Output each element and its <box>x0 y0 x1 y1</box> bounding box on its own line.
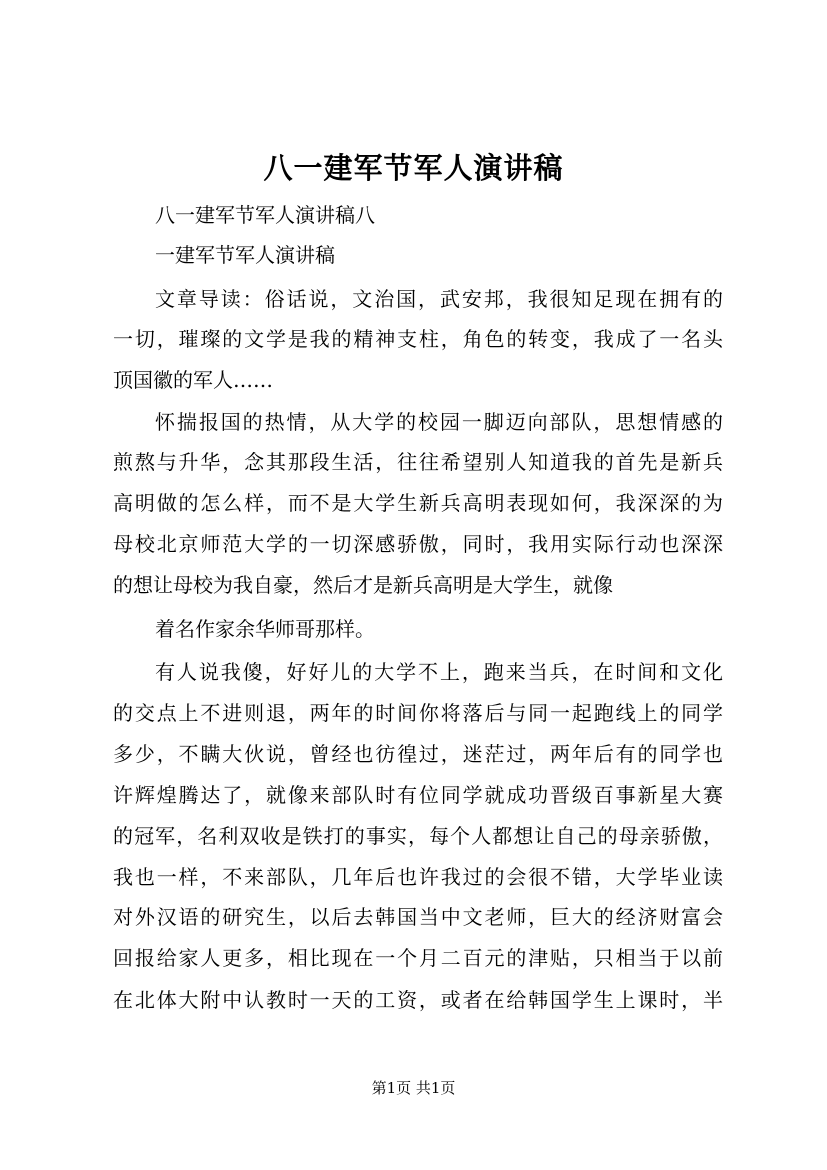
page-number-footer: 第1页 共1页 <box>371 1079 456 1097</box>
body-line: 的想让母校为我自豪，然后才是新兵高明是大学生，就像 <box>113 573 613 597</box>
body-line: 文章导读：俗话说，文治国，武安邦，我很知足现在拥有的 <box>155 287 723 311</box>
body-line: 的冠军，名利双收是铁打的事实，每个人都想让自己的母亲骄傲， <box>113 824 723 848</box>
body-line: 多少，不瞒大伙说，曾经也彷徨过，迷茫过，两年后有的同学也 <box>113 742 723 766</box>
body-line: 在北体大附中认教时一天的工资，或者在给韩国学生上课时，半 <box>113 988 723 1012</box>
body-line: 有人说我傻，好好儿的大学不上，跑来当兵，在时间和文化 <box>155 660 723 684</box>
body-line: 怀揣报国的热情，从大学的校园一脚迈向部队，思想情感的 <box>155 410 723 434</box>
body-line: 我也一样，不来部队，几年后也许我过的会很不错，大学毕业读 <box>113 865 723 889</box>
body-line: 八一建军节军人演讲稿八 <box>155 203 375 227</box>
body-line: 许辉煌腾达了，就像来部队时有位同学就成功晋级百事新星大赛 <box>113 783 723 807</box>
body-line: 一切，璀璨的文学是我的精神支柱，角色的转变，我成了一名头 <box>113 327 723 351</box>
body-line: 着名作家余华师哥那样。 <box>155 617 375 641</box>
body-line: 一建军节军人演讲稿 <box>155 243 335 267</box>
body-line: 顶国徽的军人…… <box>113 368 273 392</box>
body-line: 回报给家人更多，相比现在一个月二百元的津贴，只相当于以前 <box>113 946 723 970</box>
document-title: 八一建军节军人演讲稿 <box>263 151 564 185</box>
body-line: 的交点上不进则退，两年的时间你将落后与同一起跑线上的同学 <box>113 701 723 725</box>
body-line: 煎熬与升华，念其那段生活，往往希望别人知道我的首先是新兵 <box>113 450 723 474</box>
body-line: 母校北京师范大学的一切深感骄傲，同时，我用实际行动也深深 <box>113 532 723 556</box>
body-line: 对外汉语的研究生，以后去韩国当中文老师，巨大的经济财富会 <box>113 905 723 929</box>
body-line: 高明做的怎么样，而不是大学生新兵高明表现如何，我深深的为 <box>113 491 723 515</box>
